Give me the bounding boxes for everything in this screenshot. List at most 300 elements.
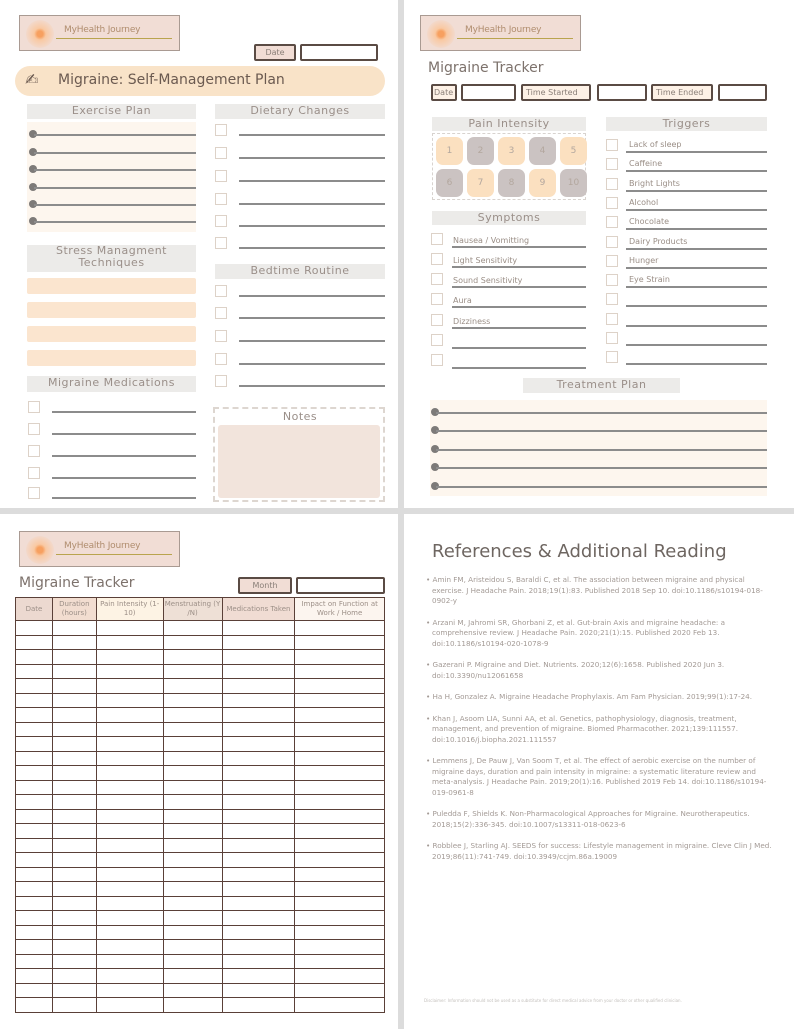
table-cell[interactable] <box>16 983 53 998</box>
exercise-line[interactable] <box>34 221 196 223</box>
symptom-label: Aura <box>453 296 472 305</box>
table-cell[interactable] <box>96 795 163 810</box>
table-cell[interactable] <box>96 954 163 969</box>
table-cell[interactable] <box>52 838 96 853</box>
table-cell[interactable] <box>16 621 53 636</box>
dietary-line[interactable] <box>239 180 385 182</box>
table-cell[interactable] <box>96 664 163 679</box>
table-cell[interactable] <box>222 664 295 679</box>
reference-item: • Khan J, Asoom LIA, Sunni AA, et al. Genetics, pathophysiology, diagnosis, treatment, management, and prevention of migraine. Biomed Pharmacother. 2021;139:111557. doi:10.1016/j.biopha.2021.111557 <box>426 713 738 744</box>
table-cell[interactable] <box>52 998 96 1013</box>
time-ended-field[interactable] <box>718 84 767 101</box>
table-cell[interactable] <box>52 621 96 636</box>
pain-level-4[interactable]: 4 <box>529 137 556 165</box>
table-cell[interactable] <box>222 969 295 984</box>
medication-line[interactable] <box>52 497 196 499</box>
stress-technique-field[interactable] <box>27 302 196 318</box>
bedtime-line[interactable] <box>239 385 385 387</box>
symptom-line[interactable] <box>452 347 586 349</box>
table-cell[interactable] <box>16 998 53 1013</box>
table-cell[interactable] <box>222 998 295 1013</box>
table-cell[interactable] <box>16 911 53 926</box>
table-cell[interactable] <box>295 795 385 810</box>
table-cell[interactable] <box>222 708 295 723</box>
trigger-line[interactable] <box>626 190 767 192</box>
table-cell[interactable] <box>295 882 385 897</box>
table-cell[interactable] <box>52 867 96 882</box>
symptom-line[interactable] <box>452 367 586 369</box>
table-cell[interactable] <box>222 751 295 766</box>
table-cell[interactable] <box>222 621 295 636</box>
table-cell[interactable] <box>295 838 385 853</box>
date-label: Date <box>431 84 457 101</box>
medications-header: Migraine Medications <box>27 376 196 392</box>
table-row <box>16 925 385 940</box>
checkbox[interactable] <box>215 170 227 182</box>
table-cell[interactable] <box>222 780 295 795</box>
stress-technique-field[interactable] <box>27 278 196 294</box>
treatment-line[interactable] <box>436 486 767 488</box>
pain-level-1[interactable]: 1 <box>436 137 463 165</box>
trigger-line[interactable] <box>626 170 767 172</box>
pain-level-10[interactable]: 10 <box>560 169 587 197</box>
table-cell[interactable] <box>96 722 163 737</box>
table-cell[interactable] <box>163 766 222 781</box>
table-cell[interactable] <box>163 954 222 969</box>
table-cell[interactable] <box>96 824 163 839</box>
table-cell[interactable] <box>96 809 163 824</box>
table-cell[interactable] <box>52 983 96 998</box>
table-cell[interactable] <box>222 737 295 752</box>
exercise-line[interactable] <box>34 152 196 154</box>
table-cell[interactable] <box>295 679 385 694</box>
exercise-line[interactable] <box>34 204 196 206</box>
table-cell[interactable] <box>96 766 163 781</box>
dietary-line[interactable] <box>239 134 385 136</box>
table-cell[interactable] <box>52 954 96 969</box>
checkbox[interactable] <box>431 253 443 265</box>
table-row <box>16 766 385 781</box>
table-cell[interactable] <box>222 693 295 708</box>
table-cell[interactable] <box>96 751 163 766</box>
medication-line[interactable] <box>52 433 196 435</box>
table-cell[interactable] <box>16 635 53 650</box>
checkbox[interactable] <box>28 487 40 499</box>
table-row <box>16 911 385 926</box>
date-field[interactable] <box>461 84 516 101</box>
table-row <box>16 838 385 853</box>
checkbox[interactable] <box>431 273 443 285</box>
table-cell[interactable] <box>96 882 163 897</box>
brand-name: MyHealth Journey <box>64 25 141 35</box>
table-cell[interactable] <box>295 635 385 650</box>
checkbox[interactable] <box>431 314 443 326</box>
checkbox[interactable] <box>431 354 443 366</box>
table-cell[interactable] <box>52 766 96 781</box>
checkbox[interactable] <box>215 193 227 205</box>
checkbox[interactable] <box>215 353 227 365</box>
table-cell[interactable] <box>163 867 222 882</box>
bedtime-line[interactable] <box>239 363 385 365</box>
checkbox[interactable] <box>215 307 227 319</box>
table-cell[interactable] <box>295 983 385 998</box>
table-cell[interactable] <box>96 737 163 752</box>
pain-level-9[interactable]: 9 <box>529 169 556 197</box>
table-cell[interactable] <box>222 882 295 897</box>
pain-level-3[interactable]: 3 <box>498 137 525 165</box>
table-cell[interactable] <box>52 780 96 795</box>
table-cell[interactable] <box>16 882 53 897</box>
checkbox[interactable] <box>28 423 40 435</box>
checkbox[interactable] <box>606 236 618 248</box>
checkbox[interactable] <box>215 237 227 249</box>
table-cell[interactable] <box>295 954 385 969</box>
table-cell[interactable] <box>295 867 385 882</box>
table-cell[interactable] <box>16 896 53 911</box>
column-header: Date <box>16 598 53 621</box>
checkbox[interactable] <box>606 216 618 228</box>
table-cell[interactable] <box>295 693 385 708</box>
table-cell[interactable] <box>96 998 163 1013</box>
bedtime-line[interactable] <box>239 340 385 342</box>
table-cell[interactable] <box>295 911 385 926</box>
table-cell[interactable] <box>52 650 96 665</box>
table-cell[interactable] <box>52 896 96 911</box>
checkbox[interactable] <box>606 313 618 325</box>
table-cell[interactable] <box>52 809 96 824</box>
table-cell[interactable] <box>52 969 96 984</box>
checkbox[interactable] <box>431 334 443 346</box>
table-cell[interactable] <box>163 722 222 737</box>
table-cell[interactable] <box>52 751 96 766</box>
table-cell[interactable] <box>16 664 53 679</box>
table-cell[interactable] <box>163 969 222 984</box>
table-cell[interactable] <box>52 940 96 955</box>
trigger-line[interactable] <box>626 151 767 153</box>
medication-line[interactable] <box>52 411 196 413</box>
table-cell[interactable] <box>295 998 385 1013</box>
symptom-label: Light Sensitivity <box>453 256 518 265</box>
table-cell[interactable] <box>96 838 163 853</box>
table-cell[interactable] <box>52 882 96 897</box>
table-cell[interactable] <box>16 693 53 708</box>
symptom-line[interactable] <box>452 266 586 268</box>
table-cell[interactable] <box>96 693 163 708</box>
trigger-label: Lack of sleep <box>629 140 682 149</box>
checkbox[interactable] <box>431 233 443 245</box>
trigger-line[interactable] <box>626 248 767 250</box>
trigger-line[interactable] <box>626 325 767 327</box>
medication-line[interactable] <box>52 455 196 457</box>
checkbox[interactable] <box>606 197 618 209</box>
table-cell[interactable] <box>163 853 222 868</box>
table-cell[interactable] <box>96 650 163 665</box>
table-cell[interactable] <box>222 635 295 650</box>
stress-technique-field[interactable] <box>27 350 196 366</box>
brand-logo <box>19 531 180 567</box>
stress-technique-field[interactable] <box>27 326 196 342</box>
symptom-line[interactable] <box>452 286 586 288</box>
trigger-label: Caffeine <box>629 159 663 169</box>
table-cell[interactable] <box>163 737 222 752</box>
table-row <box>16 853 385 868</box>
table-cell[interactable] <box>16 722 53 737</box>
table-cell[interactable] <box>163 896 222 911</box>
table-cell[interactable] <box>295 621 385 636</box>
table-cell[interactable] <box>52 693 96 708</box>
checkbox[interactable] <box>28 401 40 413</box>
table-cell[interactable] <box>16 751 53 766</box>
table-cell[interactable] <box>163 809 222 824</box>
table-cell[interactable] <box>222 795 295 810</box>
table-cell[interactable] <box>52 635 96 650</box>
table-cell[interactable] <box>163 635 222 650</box>
date-field[interactable] <box>300 44 378 61</box>
table-cell[interactable] <box>52 824 96 839</box>
table-cell[interactable] <box>16 838 53 853</box>
table-cell[interactable] <box>222 940 295 955</box>
sun-icon <box>26 536 54 564</box>
checkbox[interactable] <box>215 285 227 297</box>
table-cell[interactable] <box>163 998 222 1013</box>
table-cell[interactable] <box>16 853 53 868</box>
exercise-line[interactable] <box>34 187 196 189</box>
trigger-label: Alcohol <box>629 197 659 207</box>
table-row <box>16 650 385 665</box>
treatment-line[interactable] <box>436 412 767 414</box>
table-cell[interactable] <box>52 853 96 868</box>
table-cell[interactable] <box>96 969 163 984</box>
table-cell[interactable] <box>295 650 385 665</box>
table-cell[interactable] <box>295 940 385 955</box>
trigger-line[interactable] <box>626 209 767 211</box>
table-cell[interactable] <box>16 679 53 694</box>
table-cell[interactable] <box>96 708 163 723</box>
bedtime-line[interactable] <box>239 317 385 319</box>
table-cell[interactable] <box>16 795 53 810</box>
table-cell[interactable] <box>163 708 222 723</box>
bedtime-line[interactable] <box>239 295 385 297</box>
table-cell[interactable] <box>163 693 222 708</box>
dietary-line[interactable] <box>239 225 385 227</box>
checkbox[interactable] <box>215 124 227 136</box>
table-row <box>16 954 385 969</box>
table-cell[interactable] <box>16 954 53 969</box>
table-cell[interactable] <box>222 954 295 969</box>
table-cell[interactable] <box>16 867 53 882</box>
checkbox[interactable] <box>431 293 443 305</box>
table-cell[interactable] <box>222 983 295 998</box>
checkbox[interactable] <box>215 330 227 342</box>
dietary-line[interactable] <box>239 247 385 249</box>
checkbox[interactable] <box>606 274 618 286</box>
notes-header: Notes <box>255 411 345 423</box>
table-cell[interactable] <box>222 722 295 737</box>
table-cell[interactable] <box>163 780 222 795</box>
checkbox[interactable] <box>28 467 40 479</box>
table-cell[interactable] <box>163 824 222 839</box>
pain-level-7[interactable]: 7 <box>467 169 494 197</box>
references-title: References & Additional Reading <box>432 541 727 562</box>
table-cell[interactable] <box>295 722 385 737</box>
table-cell[interactable] <box>16 969 53 984</box>
table-cell[interactable] <box>222 925 295 940</box>
reference-item: • Lemmens J, De Pauw J, Van Soom T, et al. The effect of aerobic exercise on the number of migraine days, duration and pain intensity in migraine: a systematic literature review and meta-analysis. J Headache Pain. 2019;20(1):16. Published 2019 Feb 14. doi:10.1186/s10194-019-0961-8 <box>426 756 767 797</box>
pain-level-2[interactable]: 2 <box>467 137 494 165</box>
table-cell[interactable] <box>52 664 96 679</box>
table-cell[interactable] <box>222 679 295 694</box>
table-cell[interactable] <box>16 925 53 940</box>
table-cell[interactable] <box>16 809 53 824</box>
table-cell[interactable] <box>96 780 163 795</box>
table-cell[interactable] <box>295 809 385 824</box>
treatment-line[interactable] <box>436 430 767 432</box>
table-cell[interactable] <box>52 925 96 940</box>
symptom-line[interactable] <box>452 306 586 308</box>
table-cell[interactable] <box>16 650 53 665</box>
table-cell[interactable] <box>52 679 96 694</box>
trigger-line[interactable] <box>626 286 767 288</box>
table-cell[interactable] <box>16 940 53 955</box>
table-cell[interactable] <box>163 650 222 665</box>
table-cell[interactable] <box>222 824 295 839</box>
time-started-field[interactable] <box>597 84 647 101</box>
checkbox[interactable] <box>606 332 618 344</box>
table-cell[interactable] <box>222 766 295 781</box>
table-cell[interactable] <box>52 708 96 723</box>
table-cell[interactable] <box>295 969 385 984</box>
exercise-plan-area <box>27 122 196 232</box>
table-cell[interactable] <box>96 621 163 636</box>
exercise-line[interactable] <box>34 169 196 171</box>
table-cell[interactable] <box>16 824 53 839</box>
table-cell[interactable] <box>163 679 222 694</box>
brand-name: MyHealth Journey <box>64 541 141 551</box>
trigger-line[interactable] <box>626 363 767 365</box>
title-banner <box>15 66 385 96</box>
table-cell[interactable] <box>295 737 385 752</box>
checkbox[interactable] <box>28 445 40 457</box>
table-cell[interactable] <box>163 621 222 636</box>
table-cell[interactable] <box>295 780 385 795</box>
trigger-line[interactable] <box>626 344 767 346</box>
table-cell[interactable] <box>96 679 163 694</box>
medication-line[interactable] <box>52 477 196 479</box>
treatment-line[interactable] <box>436 467 767 469</box>
table-cell[interactable] <box>222 809 295 824</box>
table-cell[interactable] <box>295 925 385 940</box>
table-cell[interactable] <box>52 737 96 752</box>
table-cell[interactable] <box>163 925 222 940</box>
pain-level-8[interactable]: 8 <box>498 169 525 197</box>
table-cell[interactable] <box>96 940 163 955</box>
trigger-line[interactable] <box>626 305 767 307</box>
checkbox[interactable] <box>215 375 227 387</box>
symptom-line[interactable] <box>452 327 586 329</box>
table-row <box>16 940 385 955</box>
table-cell[interactable] <box>163 983 222 998</box>
table-cell[interactable] <box>96 853 163 868</box>
table-cell[interactable] <box>295 853 385 868</box>
checkbox[interactable] <box>606 255 618 267</box>
table-cell[interactable] <box>222 838 295 853</box>
table-cell[interactable] <box>16 766 53 781</box>
dietary-changes-header: Dietary Changes <box>215 104 385 119</box>
table-cell[interactable] <box>163 838 222 853</box>
table-cell[interactable] <box>222 911 295 926</box>
sun-icon <box>427 20 455 48</box>
trigger-label: Chocolate <box>629 217 670 227</box>
trigger-label: Eye Strain <box>629 275 670 285</box>
table-cell[interactable] <box>295 708 385 723</box>
table-cell[interactable] <box>96 983 163 998</box>
trigger-line[interactable] <box>626 267 767 269</box>
table-cell[interactable] <box>52 795 96 810</box>
table-cell[interactable] <box>163 911 222 926</box>
pain-level-6[interactable]: 6 <box>436 169 463 197</box>
time-started-label: Time Started <box>521 84 591 101</box>
table-cell[interactable] <box>16 708 53 723</box>
checkbox[interactable] <box>606 158 618 170</box>
table-cell[interactable] <box>163 795 222 810</box>
table-cell[interactable] <box>295 896 385 911</box>
table-cell[interactable] <box>295 751 385 766</box>
table-cell[interactable] <box>163 940 222 955</box>
table-cell[interactable] <box>163 751 222 766</box>
month-field[interactable] <box>296 577 385 594</box>
table-cell[interactable] <box>163 882 222 897</box>
table-cell[interactable] <box>163 664 222 679</box>
sun-icon <box>26 20 54 48</box>
dietary-line[interactable] <box>239 203 385 205</box>
checkbox[interactable] <box>215 147 227 159</box>
table-cell[interactable] <box>96 911 163 926</box>
table-cell[interactable] <box>96 896 163 911</box>
self-management-plan-page <box>0 0 398 508</box>
table-cell[interactable] <box>96 925 163 940</box>
table-cell[interactable] <box>295 664 385 679</box>
table-cell[interactable] <box>16 737 53 752</box>
table-cell[interactable] <box>52 911 96 926</box>
migraine-tracker-page <box>404 0 794 508</box>
table-cell[interactable] <box>222 896 295 911</box>
table-cell[interactable] <box>96 635 163 650</box>
checkbox[interactable] <box>215 215 227 227</box>
symptom-line[interactable] <box>452 246 586 248</box>
pain-intensity-grid <box>432 133 586 200</box>
checkbox[interactable] <box>606 293 618 305</box>
dietary-line[interactable] <box>239 157 385 159</box>
table-row <box>16 621 385 636</box>
notes-field[interactable] <box>218 425 380 498</box>
table-cell[interactable] <box>222 650 295 665</box>
checkbox[interactable] <box>606 178 618 190</box>
checkbox[interactable] <box>606 139 618 151</box>
treatment-line[interactable] <box>436 449 767 451</box>
table-cell[interactable] <box>295 766 385 781</box>
table-row <box>16 969 385 984</box>
table-cell[interactable] <box>52 722 96 737</box>
table-cell[interactable] <box>295 824 385 839</box>
table-cell[interactable] <box>96 867 163 882</box>
exercise-line[interactable] <box>34 134 196 136</box>
trigger-line[interactable] <box>626 228 767 230</box>
table-cell[interactable] <box>16 780 53 795</box>
pain-level-5[interactable]: 5 <box>560 137 587 165</box>
table-cell[interactable] <box>222 867 295 882</box>
checkbox[interactable] <box>606 351 618 363</box>
table-cell[interactable] <box>222 853 295 868</box>
